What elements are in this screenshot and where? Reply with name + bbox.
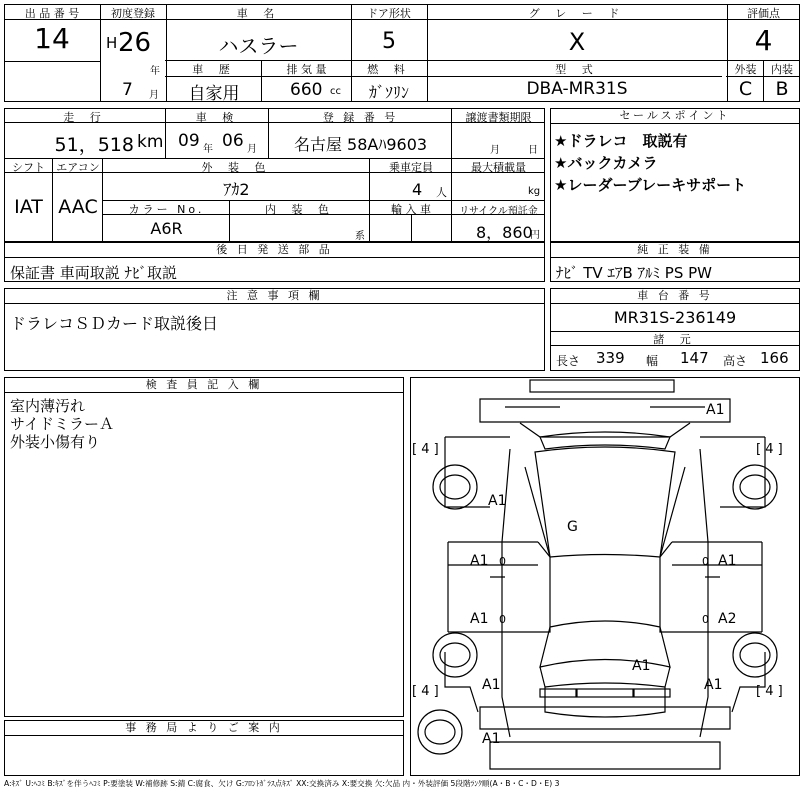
first-reg-month: 7: [122, 80, 133, 100]
insp-month: 06: [222, 131, 244, 151]
car-damage-diagram: [410, 377, 800, 776]
recycle-value: 8，860: [476, 223, 533, 242]
score-value: 4: [754, 24, 773, 57]
length-label: 長さ: [556, 354, 581, 368]
mark-a1-front-bottom: A1: [482, 731, 501, 747]
chassis-label: 車 台 番 号: [551, 289, 799, 304]
inspection-label: 車 検: [195, 111, 240, 124]
mark-a1-left-rear-door: A1: [470, 611, 489, 627]
load-label: 最大積載量: [471, 161, 526, 174]
sales-point-3: ★レーダーブレーキサポート: [554, 176, 747, 194]
color-no-label: カラー No.: [128, 203, 205, 216]
mark-zero-left-2: 0: [499, 613, 506, 626]
insp-year-unit: 年: [203, 144, 213, 155]
shift-label: シフト: [12, 161, 45, 174]
year-unit: 年: [150, 66, 160, 77]
ext-color-label: 外 装 色: [201, 161, 272, 174]
reg-no-label: 登 録 番 号: [322, 111, 399, 124]
mark-g-roof: G: [567, 519, 578, 535]
displacement-unit: cc: [330, 86, 341, 97]
mileage-value: 51，518: [54, 134, 134, 156]
notes-label: 注 意 事 項 欄: [5, 289, 544, 304]
int-color-label: 内 装 色: [265, 203, 335, 216]
history-label: 車 歴: [192, 63, 236, 76]
color-no-value: A6R: [150, 219, 183, 238]
doors-label: ドア形状: [367, 7, 411, 20]
recycle-unit: 円: [530, 230, 540, 241]
era-letter: H: [106, 34, 118, 52]
displacement-label: 排 気 量: [286, 63, 327, 76]
tire-bottom-left: [ 4 ]: [412, 684, 439, 699]
sales-points-label: セールスポイント: [551, 109, 799, 124]
mark-zero-left-1: 0: [499, 555, 506, 568]
height-label: 高さ: [723, 354, 748, 368]
recycle-label: リサイクル預託金: [459, 206, 538, 217]
history-value: 自家用: [188, 84, 240, 104]
dims-label: 諸 元: [653, 333, 697, 346]
sales-point-1: ★ドラレコ 取説有: [554, 132, 688, 150]
parts-label: 後 日 発 送 部 品: [5, 243, 544, 258]
mark-a1-rear-top: A1: [706, 402, 725, 418]
mark-a1-hood-left: A1: [488, 493, 507, 509]
first-reg-label: 初度登録: [111, 7, 155, 20]
capacity-value: 4: [412, 180, 423, 199]
ac-label: エアコン: [56, 161, 100, 174]
car-name-label: 車 名: [236, 7, 281, 20]
reg-no-value: 名古屋 58Aﾊ9603: [293, 135, 428, 154]
office-box: [4, 720, 404, 776]
model-label: 型 式: [555, 63, 599, 76]
score-label: 評価点: [747, 7, 780, 20]
fuel-value: ｶﾞｿﾘﾝ: [368, 83, 409, 102]
mark-a2-right-rear-door: A2: [718, 611, 737, 627]
tire-bottom-right: [ 4 ]: [756, 684, 783, 699]
interior-label: 内装: [771, 63, 793, 76]
width-value: 147: [680, 349, 709, 367]
inspector-label: 検 査 員 記 入 欄: [5, 378, 403, 393]
notes-value: ドラレコＳＤカード取説後日: [10, 314, 219, 333]
exterior-label: 外装: [734, 63, 757, 76]
mileage-label: 走 行: [63, 111, 107, 124]
lot-no-label: 出 品 番 号: [24, 7, 80, 20]
mark-a1-front-right: A1: [632, 658, 651, 674]
mileage-unit: km: [137, 132, 164, 152]
mark-a1-bumper-right: A1: [704, 677, 723, 693]
equipment-value: ﾅﾋﾞ TV ｴｱB ｱﾙﾐ PS PW: [556, 264, 712, 282]
mark-a1-bumper-left: A1: [482, 677, 501, 693]
sales-point-2: ★バックカメラ: [554, 154, 658, 172]
tire-top-right: [ 4 ]: [756, 442, 783, 457]
length-value: 339: [596, 349, 625, 367]
height-value: 166: [760, 349, 789, 367]
model-value: DBA-MR31S: [526, 79, 628, 99]
displacement-value: 660: [290, 80, 323, 100]
shift-value: IAT: [14, 196, 43, 218]
equipment-label: 純 正 装 備: [551, 243, 799, 258]
lot-no-value: 14: [34, 22, 70, 55]
capacity-label: 乗車定員: [389, 161, 433, 174]
legend-text: A:ｷｽﾞ U:ﾍｺﾐ B:ｷｽﾞを伴うﾍｺﾐ P:要塗装 W:補修跡 S:錆 C:腐食、欠け G:ﾌﾛﾝﾄｶﾞﾗｽ点ｷｽﾞ XX:交換済み X:要交換 欠:欠品 内・外装評価 5段階ﾗﾝｸ順(A・B・C・D・E) 3: [4, 779, 560, 788]
grade-label: グ レ ー ド: [528, 7, 626, 20]
mark-zero-right-2: 0: [702, 613, 709, 626]
first-reg-year: 26: [118, 28, 152, 58]
inspector-line-1: 室内薄汚れ: [10, 397, 86, 415]
car-name-value: ハスラー: [218, 34, 299, 58]
ext-color-value: ｱｶ2: [223, 180, 250, 199]
transfer-day: 日: [528, 145, 538, 156]
vehicle-detail-block: [4, 108, 545, 242]
load-unit: kg: [528, 186, 541, 197]
mark-a1-right-front-door: A1: [718, 553, 737, 569]
width-label: 幅: [646, 354, 659, 368]
mark-zero-right-1: 0: [702, 555, 709, 568]
exterior-value: C: [738, 78, 753, 100]
parts-value: 保証書 車両取説 ﾅﾋﾞ取説: [10, 264, 178, 282]
tire-top-left: [ 4 ]: [412, 442, 439, 457]
doors-value: 5: [382, 29, 396, 54]
int-color-unit: 系: [355, 231, 365, 242]
inspector-line-2: サイドミラーＡ: [10, 415, 114, 433]
interior-value: B: [775, 78, 789, 100]
month-unit: 月: [149, 90, 159, 101]
ac-value: AAC: [58, 196, 98, 218]
mark-a1-left-front-door: A1: [470, 553, 489, 569]
inspector-line-3: 外装小傷有り: [10, 433, 101, 451]
office-label: 事 務 局 よ り ご 案 内: [5, 721, 403, 736]
insp-year: 09: [178, 131, 200, 151]
grade-value: X: [568, 28, 586, 56]
transfer-label: 譲渡書類期限: [465, 111, 532, 124]
fuel-label: 燃 料: [367, 63, 411, 76]
insp-month-unit: 月: [247, 144, 257, 155]
chassis-value: MR31S-236149: [613, 308, 737, 327]
import-label: 輸 入 車: [391, 203, 431, 216]
transfer-month: 月: [490, 145, 500, 156]
capacity-unit: 人: [436, 186, 447, 199]
